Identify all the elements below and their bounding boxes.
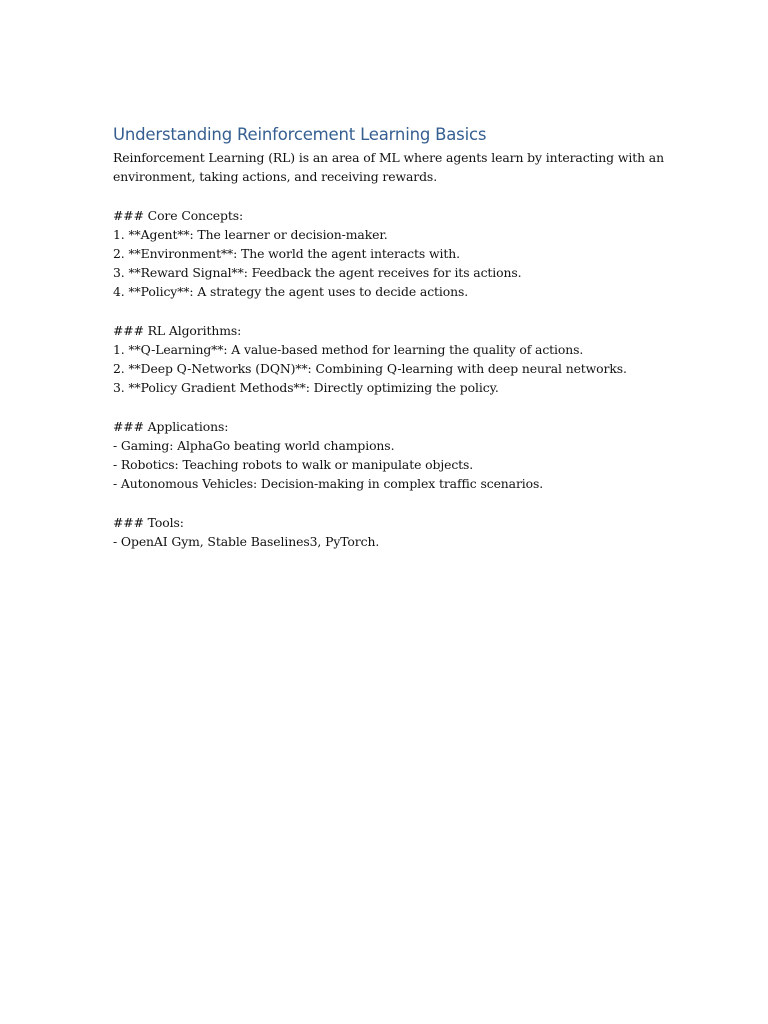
list-item: 1. **Q-Learning**: A value-based method for learning the quality of actions. [113, 341, 584, 357]
list-item: 4. **Policy**: A strategy the agent uses to decide actions. [113, 284, 469, 300]
document-title: Understanding Reinforcement Learning Basics [113, 125, 487, 144]
section-heading-applications: ### Applications: [113, 418, 229, 434]
blank-line [113, 493, 673, 512]
list-item: 1. **Agent**: The learner or decision-maker. [113, 226, 388, 242]
list-item: 3. **Policy Gradient Methods**: Directly optimizing the policy. [113, 380, 499, 396]
list-item: 3. **Reward Signal**: Feedback the agent receives for its actions. [113, 265, 522, 281]
list-item: 2. **Environment**: The world the agent interacts with. [113, 245, 460, 261]
intro-line: environment, taking actions, and receiving rewards. [113, 169, 438, 185]
list-item: - OpenAI Gym, Stable Baselines3, PyTorch. [113, 533, 380, 549]
intro-line: Reinforcement Learning (RL) is an area of ML where agents learn by interacting with an [113, 150, 664, 165]
blank-line [113, 302, 673, 321]
list-item: 2. **Deep Q-Networks (DQN)**: Combining Q-learning with deep neural networks. [113, 361, 627, 377]
section-heading-rl-algorithms: ### RL Algorithms: [113, 322, 242, 338]
document-content [113, 123, 673, 551]
blank-line [113, 397, 673, 416]
document-body [113, 148, 673, 551]
list-item: - Autonomous Vehicles: Decision-making in complex traffic scenarios. [113, 476, 544, 492]
section-heading-core-concepts: ### Core Concepts: [113, 207, 244, 223]
blank-line [113, 186, 673, 205]
section-heading-tools: ### Tools: [113, 514, 184, 530]
list-item: - Robotics: Teaching robots to walk or manipulate objects. [113, 457, 474, 472]
list-item: - Gaming: AlphaGo beating world champions. [113, 437, 395, 453]
